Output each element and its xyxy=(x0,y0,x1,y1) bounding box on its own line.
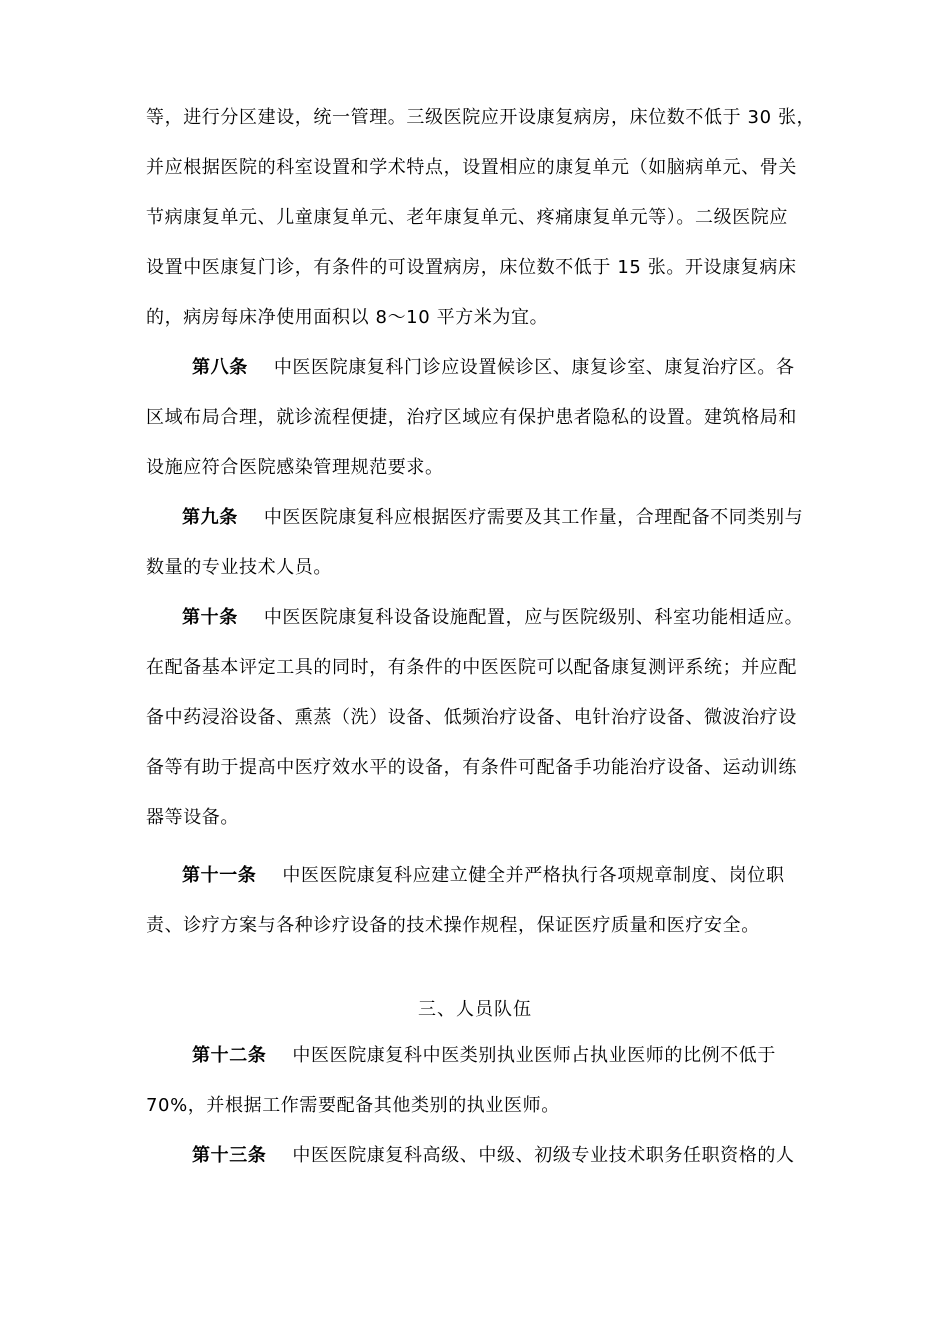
article-first-line xyxy=(182,864,862,888)
article-first-line xyxy=(192,1044,872,1068)
paragraph-line: 的，病房每床净使用面积以 8～10 平方米为宜。 xyxy=(146,307,549,328)
paragraph-line: 区域布局合理，就诊流程便捷，治疗区域应有保护患者隐私的设置。建筑格局和 xyxy=(146,407,797,428)
paragraph-line: 备中药浸浴设备、熏蒸（洗）设备、低频治疗设备、电针治疗设备、微波治疗设 xyxy=(146,707,797,728)
paragraph-line: 并应根据医院的科室设置和学术特点，设置相应的康复单元（如脑病单元、骨关 xyxy=(146,157,797,178)
paragraph-line: 器等设备。 xyxy=(146,807,239,828)
article-label: 第九条 xyxy=(182,507,238,528)
paragraph-line: 设置中医康复门诊，有条件的可设置病房，床位数不低于 15 张。开设康复病床 xyxy=(146,257,797,278)
article-text: 中医医院康复科应根据医疗需要及其工作量，合理配备不同类别与 xyxy=(263,507,804,528)
paragraph-line: 数量的专业技术人员。 xyxy=(146,557,332,578)
article-text: 中医医院康复科门诊应设置候诊区、康复诊室、康复治疗区。各 xyxy=(273,357,795,378)
article-label: 第十条 xyxy=(182,607,238,628)
article-first-line xyxy=(182,506,862,530)
paragraph-line: 等，进行分区建设，统一管理。三级医院应开设康复病房，床位数不低于 30 张， xyxy=(146,107,816,128)
article-first-line xyxy=(192,356,872,380)
article-first-line xyxy=(182,606,862,630)
article-label: 第十三条 xyxy=(192,1145,267,1166)
paragraph-line: 70%，并根据工作需要配备其他类别的执业医师。 xyxy=(146,1095,560,1116)
paragraph-line: 设施应符合医院感染管理规范要求。 xyxy=(146,457,444,478)
article-text: 中医医院康复科高级、中级、初级专业技术职务任职资格的人 xyxy=(292,1145,795,1166)
article-text: 中医医院康复科设备设施配置，应与医院级别、科室功能相适应。 xyxy=(263,607,804,628)
article-label: 第十一条 xyxy=(182,865,257,886)
article-label: 第十二条 xyxy=(192,1045,267,1066)
paragraph-line: 在配备基本评定工具的同时，有条件的中医医院可以配备康复测评系统；并应配 xyxy=(146,657,797,678)
paragraph-line: 备等有助于提高中医疗效水平的设备，有条件可配备手功能治疗设备、运动训练 xyxy=(146,757,797,778)
article-label: 第八条 xyxy=(192,357,248,378)
paragraph-line: 节病康复单元、儿童康复单元、老年康复单元、疼痛康复单元等）。二级医院应 xyxy=(146,207,788,228)
paragraph-line: 责、诊疗方案与各种诊疗设备的技术操作规程，保证医疗质量和医疗安全。 xyxy=(146,915,760,936)
section-heading: 三、人员队伍 xyxy=(418,999,532,1020)
article-text: 中医医院康复科中医类别执业医师占执业医师的比例不低于 xyxy=(292,1045,777,1066)
article-first-line xyxy=(192,1144,872,1168)
article-text: 中医医院康复科应建立健全并严格执行各项规章制度、岗位职 xyxy=(282,865,785,886)
